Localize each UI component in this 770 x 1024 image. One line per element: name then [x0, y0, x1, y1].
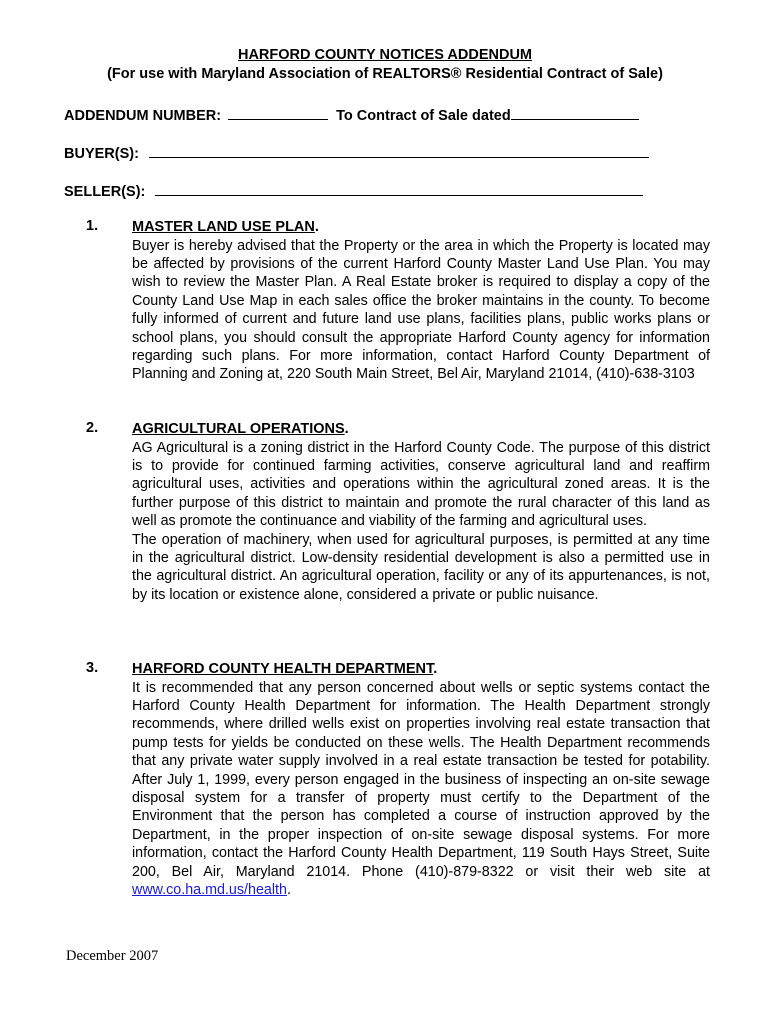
addendum-number-label: ADDENDUM NUMBER: — [64, 108, 222, 124]
buyers-field[interactable] — [149, 143, 649, 158]
section-heading: HARFORD COUNTY HEALTH DEPARTMENT. — [132, 661, 438, 677]
sellers-row — [64, 181, 643, 200]
document-subtitle: (For use with Maryland Association of REALTORS® Residential Contract of Sale) — [107, 66, 663, 82]
section-paragraph: It is recommended that any person concerned about wells or septic systems contact the Harford County Health Department for information. The Health Department strongly recommends, where drilled wells exist on properties involving real estate transaction that pump tests for yields be conducted on these wells. The Health Department recommends that any private water supply involved in a real estate transaction be tested for potability. After July 1, 1999, every person engaged in the business of inspecting an on-site sewage disposal system for a transfer of property must certify to the Department of the Environment that the person has completed a course of instruction approved by the Department, in the proper inspection of on-site sewage disposal systems. For more information, contact the Harford County Health Department, 119 South Hays Street, Suite 200, Bel Air, Maryland 21014. Phone (410)-879-8322 or visit their web site at www.co.ha.md.us/health. — [132, 679, 710, 898]
contract-date-label: To Contract of Sale dated — [336, 108, 511, 124]
addendum-number-row — [64, 105, 639, 124]
document-title: HARFORD COUNTY NOTICES ADDENDUM — [237, 47, 533, 63]
section-heading: AGRICULTURAL OPERATIONS. — [132, 421, 349, 437]
contract-date-field[interactable] — [511, 105, 639, 120]
section-paragraph: Buyer is hereby advised that the Property or the area in which the Property is located may be affected by provisions of the current Harford County Master Land Use Plan. You may wish to review the Master Plan. A Real Estate broker is required to display a copy of the County Land Use Map in each sales office the broker maintains in the county. To become fully informed of current and future land use plans, facilities plans, public works plans or school plans, you should consult the appropriate Harford County agency for information regarding such plans. For more information, contact Harford County Department of Planning and Zoning at, 220 South Main Street, Bel Air, Maryland 21014, (410)-638-3103 — [132, 237, 710, 383]
sellers-label: SELLER(S): — [64, 184, 146, 200]
section-paragraph: The operation of machinery, when used for agricultural purposes, is permitted at any time in the agricultural district. Low-density residential development is also a permitted use in the agricultural district. An agricultural operation, facility or any of its appurtenances, is not, by its location or existence alone, considered a private or public nuisance. — [132, 531, 710, 603]
addendum-number-field[interactable] — [228, 105, 328, 120]
section-number: 1. — [86, 218, 99, 234]
section-number: 3. — [86, 660, 99, 676]
sellers-field[interactable] — [155, 181, 643, 196]
section-heading: MASTER LAND USE PLAN. — [132, 219, 319, 235]
buyers-row — [64, 143, 649, 162]
section-number: 2. — [86, 420, 99, 436]
buyers-label: BUYER(S): — [64, 146, 139, 162]
health-website-link[interactable]: www.co.ha.md.us/health — [132, 881, 287, 898]
footer-date: December 2007 — [66, 948, 159, 964]
section-paragraph: AG Agricultural is a zoning district in the Harford County Code. The purpose of this district is to provide for continued farming activities, conserve agricultural land and reaffirm agricultural uses, activities and operations within the agricultural zoned areas. It is the further purpose of this district to maintain and promote the rural character of this land as well as promote the continuance and viability of the farming and agricultural uses. — [132, 439, 710, 530]
